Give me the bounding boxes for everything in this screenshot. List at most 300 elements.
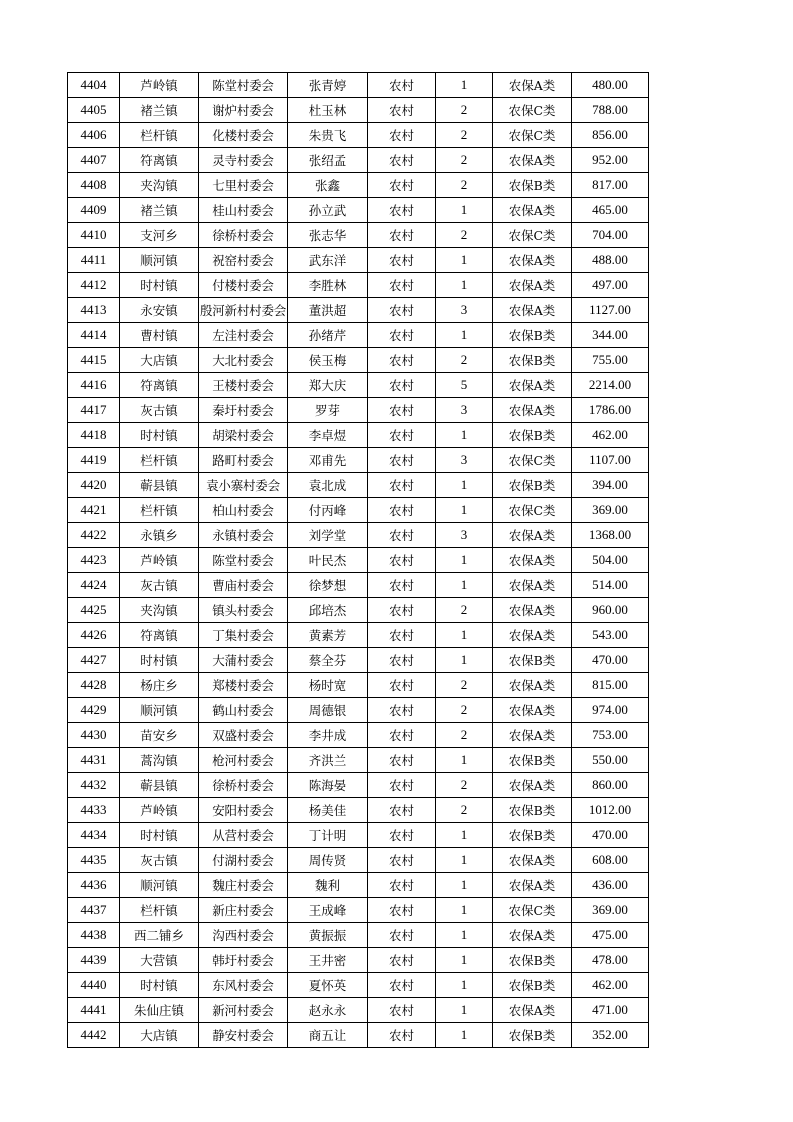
name-cell: 杨时宽 [288,673,368,698]
table-row [68,698,649,723]
village-committee-cell: 双盛村委会 [199,723,288,748]
record-id-cell: 4425 [68,598,120,623]
household-type-cell: 农村 [368,673,436,698]
record-id-cell: 4434 [68,823,120,848]
insurance-category-cell: 农保B类 [493,948,572,973]
village-committee-cell: 谢炉村委会 [199,98,288,123]
name-cell: 邱培杰 [288,598,368,623]
township-cell: 西二铺乡 [120,923,199,948]
insurance-category-cell: 农保A类 [493,198,572,223]
table-row [68,748,649,773]
table-row [68,623,649,648]
person-count-cell: 1 [436,748,493,773]
household-type-cell: 农村 [368,648,436,673]
village-committee-cell: 柏山村委会 [199,498,288,523]
table-row [68,498,649,523]
name-cell: 李卓煜 [288,423,368,448]
person-count-cell: 2 [436,98,493,123]
township-cell: 顺河镇 [120,873,199,898]
amount-cell: 860.00 [572,773,649,798]
amount-cell: 369.00 [572,898,649,923]
name-cell: 黄素芳 [288,623,368,648]
household-type-cell: 农村 [368,948,436,973]
record-id-cell: 4430 [68,723,120,748]
township-cell: 大店镇 [120,348,199,373]
household-type-cell: 农村 [368,748,436,773]
township-cell: 时村镇 [120,273,199,298]
amount-cell: 470.00 [572,823,649,848]
household-type-cell: 农村 [368,73,436,98]
township-cell: 芦岭镇 [120,73,199,98]
record-id-cell: 4426 [68,623,120,648]
record-id-cell: 4442 [68,1023,120,1048]
record-id-cell: 4414 [68,323,120,348]
township-cell: 栏杆镇 [120,448,199,473]
township-cell: 顺河镇 [120,698,199,723]
record-id-cell: 4411 [68,248,120,273]
insurance-category-cell: 农保A类 [493,73,572,98]
table-body [68,73,649,1048]
amount-cell: 960.00 [572,598,649,623]
person-count-cell: 2 [436,223,493,248]
township-cell: 芦岭镇 [120,548,199,573]
amount-cell: 608.00 [572,848,649,873]
person-count-cell: 1 [436,848,493,873]
name-cell: 孙立武 [288,198,368,223]
village-committee-cell: 丁集村委会 [199,623,288,648]
amount-cell: 514.00 [572,573,649,598]
person-count-cell: 3 [436,448,493,473]
household-type-cell: 农村 [368,298,436,323]
record-id-cell: 4406 [68,123,120,148]
village-committee-cell: 徐桥村委会 [199,223,288,248]
table-row [68,1023,649,1048]
amount-cell: 1786.00 [572,398,649,423]
record-id-cell: 4418 [68,423,120,448]
household-type-cell: 农村 [368,723,436,748]
household-type-cell: 农村 [368,448,436,473]
record-id-cell: 4421 [68,498,120,523]
village-committee-cell: 左洼村委会 [199,323,288,348]
amount-cell: 369.00 [572,498,649,523]
village-committee-cell: 路町村委会 [199,448,288,473]
name-cell: 杜玉林 [288,98,368,123]
township-cell: 蒿沟镇 [120,748,199,773]
name-cell: 张青婷 [288,73,368,98]
insurance-category-cell: 农保A类 [493,673,572,698]
amount-cell: 480.00 [572,73,649,98]
amount-cell: 488.00 [572,248,649,273]
person-count-cell: 2 [436,348,493,373]
record-id-cell: 4440 [68,973,120,998]
insurance-category-cell: 农保C类 [493,123,572,148]
household-type-cell: 农村 [368,898,436,923]
person-count-cell: 1 [436,548,493,573]
township-cell: 时村镇 [120,823,199,848]
insurance-category-cell: 农保A类 [493,723,572,748]
table-row [68,448,649,473]
village-committee-cell: 沟西村委会 [199,923,288,948]
person-count-cell: 1 [436,873,493,898]
township-cell: 曹村镇 [120,323,199,348]
table-row [68,248,649,273]
table-row [68,73,649,98]
amount-cell: 462.00 [572,973,649,998]
village-committee-cell: 枪河村委会 [199,748,288,773]
person-count-cell: 1 [436,1023,493,1048]
insurance-category-cell: 农保C类 [493,223,572,248]
person-count-cell: 1 [436,573,493,598]
name-cell: 邓甫先 [288,448,368,473]
amount-cell: 952.00 [572,148,649,173]
village-committee-cell: 袁小寨村委会 [199,473,288,498]
township-cell: 顺河镇 [120,248,199,273]
village-committee-cell: 安阳村委会 [199,798,288,823]
record-id-cell: 4438 [68,923,120,948]
insurance-category-cell: 农保B类 [493,798,572,823]
table-row [68,173,649,198]
record-id-cell: 4409 [68,198,120,223]
amount-cell: 478.00 [572,948,649,973]
township-cell: 蕲县镇 [120,773,199,798]
amount-cell: 462.00 [572,423,649,448]
record-id-cell: 4423 [68,548,120,573]
record-id-cell: 4428 [68,673,120,698]
person-count-cell: 1 [436,998,493,1023]
table-row [68,823,649,848]
insurance-category-cell: 农保A类 [493,298,572,323]
person-count-cell: 1 [436,423,493,448]
household-type-cell: 农村 [368,423,436,448]
insurance-category-cell: 农保A类 [493,598,572,623]
insurance-category-cell: 农保A类 [493,273,572,298]
record-id-cell: 4439 [68,948,120,973]
person-count-cell: 2 [436,698,493,723]
table-row [68,123,649,148]
township-cell: 灰古镇 [120,398,199,423]
name-cell: 叶民杰 [288,548,368,573]
insurance-category-cell: 农保C类 [493,448,572,473]
household-type-cell: 农村 [368,148,436,173]
insurance-category-cell: 农保A类 [493,573,572,598]
village-committee-cell: 静安村委会 [199,1023,288,1048]
person-count-cell: 1 [436,323,493,348]
record-id-cell: 4416 [68,373,120,398]
amount-cell: 856.00 [572,123,649,148]
amount-cell: 344.00 [572,323,649,348]
name-cell: 董洪超 [288,298,368,323]
person-count-cell: 2 [436,123,493,148]
insurance-category-cell: 农保A类 [493,923,572,948]
record-id-cell: 4404 [68,73,120,98]
insurance-category-cell: 农保C类 [493,498,572,523]
record-id-cell: 4424 [68,573,120,598]
person-count-cell: 1 [436,248,493,273]
record-id-cell: 4412 [68,273,120,298]
amount-cell: 436.00 [572,873,649,898]
township-cell: 时村镇 [120,973,199,998]
table-row [68,773,649,798]
table-row [68,273,649,298]
household-type-cell: 农村 [368,173,436,198]
person-count-cell: 2 [436,598,493,623]
name-cell: 张志华 [288,223,368,248]
table-row [68,198,649,223]
person-count-cell: 3 [436,298,493,323]
amount-cell: 704.00 [572,223,649,248]
village-committee-cell: 大蒲村委会 [199,648,288,673]
records-table-container [67,72,649,1048]
village-committee-cell: 鹤山村委会 [199,698,288,723]
household-type-cell: 农村 [368,498,436,523]
insurance-category-cell: 农保A类 [493,248,572,273]
table-row [68,573,649,598]
amount-cell: 475.00 [572,923,649,948]
record-id-cell: 4432 [68,773,120,798]
name-cell: 齐洪兰 [288,748,368,773]
record-id-cell: 4410 [68,223,120,248]
amount-cell: 550.00 [572,748,649,773]
household-type-cell: 农村 [368,1023,436,1048]
insurance-category-cell: 农保B类 [493,348,572,373]
insurance-category-cell: 农保B类 [493,648,572,673]
township-cell: 符离镇 [120,373,199,398]
township-cell: 栏杆镇 [120,123,199,148]
household-type-cell: 农村 [368,623,436,648]
table-row [68,548,649,573]
table-row [68,348,649,373]
name-cell: 丁计明 [288,823,368,848]
amount-cell: 504.00 [572,548,649,573]
village-committee-cell: 秦圩村委会 [199,398,288,423]
township-cell: 永镇乡 [120,523,199,548]
township-cell: 大营镇 [120,948,199,973]
name-cell: 魏利 [288,873,368,898]
household-type-cell: 农村 [368,248,436,273]
household-type-cell: 农村 [368,123,436,148]
record-id-cell: 4437 [68,898,120,923]
township-cell: 栏杆镇 [120,898,199,923]
village-committee-cell: 曹庙村委会 [199,573,288,598]
person-count-cell: 1 [436,473,493,498]
village-committee-cell: 付湖村委会 [199,848,288,873]
table-row [68,598,649,623]
name-cell: 周德银 [288,698,368,723]
village-committee-cell: 付楼村委会 [199,273,288,298]
records-table [67,72,649,1048]
name-cell: 王成峰 [288,898,368,923]
table-row [68,473,649,498]
township-cell: 大店镇 [120,1023,199,1048]
name-cell: 罗芽 [288,398,368,423]
village-committee-cell: 大北村委会 [199,348,288,373]
household-type-cell: 农村 [368,698,436,723]
amount-cell: 471.00 [572,998,649,1023]
household-type-cell: 农村 [368,523,436,548]
household-type-cell: 农村 [368,348,436,373]
village-committee-cell: 灵寺村委会 [199,148,288,173]
name-cell: 王井密 [288,948,368,973]
village-committee-cell: 七里村委会 [199,173,288,198]
amount-cell: 1012.00 [572,798,649,823]
record-id-cell: 4422 [68,523,120,548]
township-cell: 灰古镇 [120,848,199,873]
person-count-cell: 1 [436,273,493,298]
table-row [68,923,649,948]
insurance-category-cell: 农保B类 [493,748,572,773]
household-type-cell: 农村 [368,798,436,823]
record-id-cell: 4435 [68,848,120,873]
household-type-cell: 农村 [368,273,436,298]
person-count-cell: 2 [436,798,493,823]
table-row [68,398,649,423]
household-type-cell: 农村 [368,598,436,623]
name-cell: 武东洋 [288,248,368,273]
amount-cell: 1127.00 [572,298,649,323]
insurance-category-cell: 农保A类 [493,873,572,898]
table-row [68,798,649,823]
name-cell: 赵永永 [288,998,368,1023]
amount-cell: 2214.00 [572,373,649,398]
record-id-cell: 4441 [68,998,120,1023]
name-cell: 李井成 [288,723,368,748]
household-type-cell: 农村 [368,223,436,248]
insurance-category-cell: 农保B类 [493,323,572,348]
insurance-category-cell: 农保A类 [493,848,572,873]
household-type-cell: 农村 [368,773,436,798]
person-count-cell: 2 [436,723,493,748]
name-cell: 黄振振 [288,923,368,948]
person-count-cell: 1 [436,498,493,523]
township-cell: 灰古镇 [120,573,199,598]
amount-cell: 470.00 [572,648,649,673]
insurance-category-cell: 农保A类 [493,523,572,548]
name-cell: 张鑫 [288,173,368,198]
name-cell: 徐梦想 [288,573,368,598]
record-id-cell: 4427 [68,648,120,673]
insurance-category-cell: 农保B类 [493,1023,572,1048]
record-id-cell: 4436 [68,873,120,898]
amount-cell: 815.00 [572,673,649,698]
record-id-cell: 4413 [68,298,120,323]
table-row [68,323,649,348]
record-id-cell: 4429 [68,698,120,723]
township-cell: 夹沟镇 [120,598,199,623]
name-cell: 郑大庆 [288,373,368,398]
person-count-cell: 1 [436,898,493,923]
person-count-cell: 2 [436,148,493,173]
village-committee-cell: 东风村委会 [199,973,288,998]
amount-cell: 465.00 [572,198,649,223]
name-cell: 陈海晏 [288,773,368,798]
name-cell: 夏怀英 [288,973,368,998]
household-type-cell: 农村 [368,398,436,423]
amount-cell: 497.00 [572,273,649,298]
insurance-category-cell: 农保A类 [493,698,572,723]
person-count-cell: 1 [436,648,493,673]
table-row [68,223,649,248]
table-row [68,848,649,873]
township-cell: 符离镇 [120,623,199,648]
insurance-category-cell: 农保A类 [493,373,572,398]
township-cell: 朱仙庄镇 [120,998,199,1023]
table-row [68,948,649,973]
table-row [68,148,649,173]
amount-cell: 394.00 [572,473,649,498]
township-cell: 时村镇 [120,423,199,448]
village-committee-cell: 镇头村委会 [199,598,288,623]
record-id-cell: 4433 [68,798,120,823]
household-type-cell: 农村 [368,823,436,848]
township-cell: 蕲县镇 [120,473,199,498]
table-row [68,298,649,323]
record-id-cell: 4420 [68,473,120,498]
amount-cell: 817.00 [572,173,649,198]
township-cell: 符离镇 [120,148,199,173]
household-type-cell: 农村 [368,473,436,498]
village-committee-cell: 陈堂村委会 [199,548,288,573]
household-type-cell: 农村 [368,923,436,948]
person-count-cell: 1 [436,823,493,848]
record-id-cell: 4405 [68,98,120,123]
village-committee-cell: 胡梁村委会 [199,423,288,448]
table-row [68,873,649,898]
village-committee-cell: 郑楼村委会 [199,673,288,698]
person-count-cell: 3 [436,398,493,423]
insurance-category-cell: 农保B类 [493,823,572,848]
person-count-cell: 1 [436,948,493,973]
record-id-cell: 4419 [68,448,120,473]
insurance-category-cell: 农保B类 [493,423,572,448]
name-cell: 侯玉梅 [288,348,368,373]
insurance-category-cell: 农保A类 [493,623,572,648]
village-committee-cell: 徐桥村委会 [199,773,288,798]
amount-cell: 1107.00 [572,448,649,473]
township-cell: 栏杆镇 [120,498,199,523]
household-type-cell: 农村 [368,848,436,873]
person-count-cell: 1 [436,623,493,648]
household-type-cell: 农村 [368,98,436,123]
table-row [68,423,649,448]
table-row [68,523,649,548]
person-count-cell: 1 [436,198,493,223]
person-count-cell: 2 [436,173,493,198]
township-cell: 夹沟镇 [120,173,199,198]
village-committee-cell: 从营村委会 [199,823,288,848]
amount-cell: 755.00 [572,348,649,373]
township-cell: 支河乡 [120,223,199,248]
household-type-cell: 农村 [368,973,436,998]
household-type-cell: 农村 [368,548,436,573]
name-cell: 商五让 [288,1023,368,1048]
record-id-cell: 4415 [68,348,120,373]
township-cell: 褚兰镇 [120,98,199,123]
person-count-cell: 1 [436,973,493,998]
table-row [68,673,649,698]
insurance-category-cell: 农保B类 [493,173,572,198]
name-cell: 袁北成 [288,473,368,498]
township-cell: 芦岭镇 [120,798,199,823]
name-cell: 杨美佳 [288,798,368,823]
insurance-category-cell: 农保C类 [493,898,572,923]
table-row [68,898,649,923]
insurance-category-cell: 农保A类 [493,548,572,573]
name-cell: 朱贵飞 [288,123,368,148]
insurance-category-cell: 农保A类 [493,148,572,173]
household-type-cell: 农村 [368,373,436,398]
name-cell: 张绍孟 [288,148,368,173]
amount-cell: 753.00 [572,723,649,748]
